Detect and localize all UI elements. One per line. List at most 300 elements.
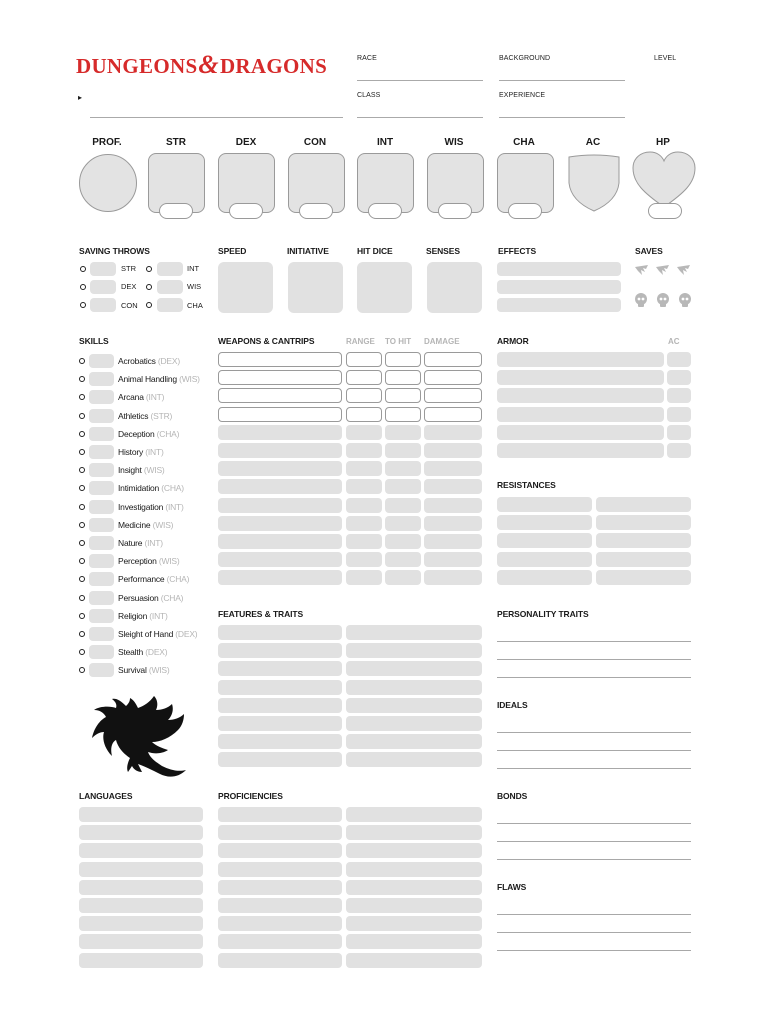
resistance-field[interactable] — [596, 570, 691, 585]
skill-modifier-field[interactable] — [89, 554, 114, 568]
skill-name: Deception — [118, 429, 155, 439]
experience-field[interactable] — [499, 117, 625, 118]
skill-modifier-field[interactable] — [89, 390, 114, 404]
weapon-name-field[interactable] — [218, 552, 342, 567]
skill-attribute: (WIS) — [152, 520, 174, 530]
feature-field[interactable] — [346, 661, 482, 676]
weapon-range-field[interactable] — [346, 479, 382, 494]
skill-label — [118, 538, 163, 548]
hit-dice-label: HIT DICE — [357, 246, 393, 256]
weapon-range-field[interactable] — [346, 443, 382, 458]
proficiency-field[interactable] — [346, 934, 482, 949]
save-str-label: STR — [121, 264, 136, 273]
skills-title: SKILLS — [79, 336, 109, 346]
death-save-success-icons[interactable] — [634, 264, 696, 278]
dex-label: DEX — [235, 137, 257, 148]
language-field[interactable] — [79, 934, 203, 949]
proficiencies-title: PROFICIENCIES — [218, 791, 283, 801]
feature-field[interactable] — [218, 734, 342, 749]
skill-modifier-field[interactable] — [89, 500, 114, 514]
save-con-checkbox[interactable] — [80, 302, 86, 308]
skill-label — [118, 574, 189, 584]
weapon-name-field[interactable] — [218, 352, 342, 367]
weapon-range-field[interactable] — [346, 516, 382, 531]
skill-label — [118, 374, 200, 384]
death-save-failure-icons[interactable] — [634, 292, 696, 308]
skill-name: Survival — [118, 665, 147, 675]
initiative-box[interactable] — [288, 262, 343, 313]
proficiency-field[interactable] — [346, 862, 482, 877]
weapon-name-field[interactable] — [218, 534, 342, 549]
skill-label — [118, 556, 180, 566]
skill-proficiency-checkbox[interactable] — [79, 413, 85, 419]
class-field[interactable] — [357, 117, 483, 118]
ideals-title: IDEALS — [497, 700, 528, 710]
weapon-name-field[interactable] — [218, 407, 342, 422]
skill-label — [118, 611, 168, 621]
weapon-tohit-field[interactable] — [385, 516, 421, 531]
skill-proficiency-checkbox[interactable] — [79, 649, 85, 655]
armor-ac-field[interactable] — [667, 425, 691, 440]
cha-label: CHA — [513, 137, 535, 148]
feature-field[interactable] — [218, 716, 342, 731]
weapon-tohit-field[interactable] — [385, 570, 421, 585]
proficiency-field[interactable] — [346, 825, 482, 840]
language-field[interactable] — [79, 843, 203, 858]
feature-field[interactable] — [346, 625, 482, 640]
proficiency-field[interactable] — [218, 953, 342, 968]
weapons-damage-label: DAMAGE — [424, 337, 460, 346]
save-int-label: INT — [187, 264, 200, 273]
skill-label — [118, 392, 164, 402]
armor-title: ARMOR — [497, 336, 529, 346]
feature-field[interactable] — [346, 752, 482, 767]
proficiency-field[interactable] — [218, 862, 342, 877]
weapon-tohit-field[interactable] — [385, 370, 421, 385]
save-con-field[interactable] — [90, 298, 116, 312]
weapon-range-field[interactable] — [346, 352, 382, 367]
weapon-damage-field[interactable] — [424, 516, 482, 531]
skill-attribute: (DEX) — [175, 629, 198, 639]
proficiency-field[interactable] — [346, 898, 482, 913]
skill-modifier-field[interactable] — [89, 536, 114, 550]
effects-field-3[interactable] — [497, 298, 621, 312]
senses-box[interactable] — [427, 262, 482, 313]
saving-throws-title: SAVING THROWS — [79, 246, 150, 256]
skill-modifier-field[interactable] — [89, 481, 114, 495]
wis-modifier[interactable] — [438, 203, 472, 219]
personality-title: PERSONALITY TRAITS — [497, 609, 589, 619]
skill-name: Stealth — [118, 647, 144, 657]
level-label: LEVEL — [654, 55, 677, 62]
wing-icon — [635, 265, 648, 275]
skill-modifier-field[interactable] — [89, 445, 114, 459]
skill-attribute: (INT) — [144, 538, 163, 548]
save-cha-label: CHA — [187, 301, 203, 310]
language-field[interactable] — [79, 807, 203, 822]
proficiency-field[interactable] — [218, 898, 342, 913]
skill-proficiency-checkbox[interactable] — [79, 376, 85, 382]
weapons-range-label: RANGE — [346, 337, 375, 346]
skill-name: Nature — [118, 538, 143, 548]
feature-field[interactable] — [346, 716, 482, 731]
proficiency-field[interactable] — [218, 880, 342, 895]
armor-ac-field[interactable] — [667, 443, 691, 458]
skill-proficiency-checkbox[interactable] — [79, 358, 85, 364]
armor-ac-field[interactable] — [667, 370, 691, 385]
skill-modifier-field[interactable] — [89, 409, 114, 423]
feature-field[interactable] — [346, 643, 482, 658]
dex-modifier[interactable] — [229, 203, 263, 219]
skill-label — [118, 593, 183, 603]
trait-line-field[interactable] — [497, 859, 691, 860]
weapon-damage-field[interactable] — [424, 388, 482, 403]
proficiency-field[interactable] — [346, 807, 482, 822]
weapon-damage-field[interactable] — [424, 425, 482, 440]
skill-name: Investigation — [118, 502, 164, 512]
skill-attribute: (DEX) — [145, 647, 168, 657]
skill-modifier-field[interactable] — [89, 427, 114, 441]
weapon-damage-field[interactable] — [424, 552, 482, 567]
feature-field[interactable] — [218, 752, 342, 767]
proficiency-field[interactable] — [346, 880, 482, 895]
skill-proficiency-checkbox[interactable] — [79, 540, 85, 546]
resistance-field[interactable] — [596, 533, 691, 548]
skill-proficiency-checkbox[interactable] — [79, 576, 85, 582]
hp-temp[interactable] — [648, 203, 682, 219]
weapon-damage-field[interactable] — [424, 479, 482, 494]
trait-line-field[interactable] — [497, 932, 691, 933]
skill-attribute: (STR) — [150, 411, 173, 421]
resistance-field[interactable] — [497, 552, 592, 567]
hp-heart-icon[interactable] — [632, 151, 696, 209]
language-field[interactable] — [79, 953, 203, 968]
weapon-name-field[interactable] — [218, 425, 342, 440]
save-int-checkbox[interactable] — [146, 266, 152, 272]
skill-modifier-field[interactable] — [89, 591, 114, 605]
skill-proficiency-checkbox[interactable] — [79, 613, 85, 619]
armor-field[interactable] — [497, 425, 664, 440]
armor-field[interactable] — [497, 443, 664, 458]
feature-field[interactable] — [218, 643, 342, 658]
str-modifier[interactable] — [159, 203, 193, 219]
save-wis-checkbox[interactable] — [146, 284, 152, 290]
skill-proficiency-checkbox[interactable] — [79, 394, 85, 400]
skill-attribute: (DEX) — [157, 356, 180, 366]
flaws-title: FLAWS — [497, 882, 527, 892]
skill-attribute: (CHA) — [160, 593, 184, 603]
hit-dice-box[interactable] — [357, 262, 412, 313]
skill-label — [118, 647, 167, 657]
effects-label: EFFECTS — [498, 246, 537, 256]
languages-title: LANGUAGES — [79, 791, 133, 801]
skill-attribute: (INT) — [145, 392, 165, 402]
skill-name: Insight — [118, 465, 142, 475]
weapon-range-field[interactable] — [346, 370, 382, 385]
weapon-damage-field[interactable] — [424, 534, 482, 549]
skill-attribute: (CHA) — [161, 483, 184, 493]
weapon-range-field[interactable] — [346, 407, 382, 422]
effects-field-1[interactable] — [497, 262, 621, 276]
feature-field[interactable] — [218, 661, 342, 676]
skill-proficiency-checkbox[interactable] — [79, 485, 85, 491]
language-field[interactable] — [79, 916, 203, 931]
language-field[interactable] — [79, 880, 203, 895]
cha-modifier[interactable] — [508, 203, 542, 219]
save-str-checkbox[interactable] — [80, 266, 86, 272]
skill-proficiency-checkbox[interactable] — [79, 631, 85, 637]
wing-icon — [656, 265, 669, 275]
trait-line-field[interactable] — [497, 841, 691, 842]
feature-field[interactable] — [218, 698, 342, 713]
skill-label — [118, 447, 164, 457]
weapon-range-field[interactable] — [346, 570, 382, 585]
weapon-tohit-field[interactable] — [385, 388, 421, 403]
ac-shield-icon[interactable] — [567, 153, 621, 213]
con-label: CON — [303, 137, 327, 148]
skill-name: Persuasion — [118, 593, 159, 603]
skill-label — [118, 483, 184, 493]
skill-label — [118, 629, 197, 639]
feature-field[interactable] — [218, 680, 342, 695]
weapon-name-field[interactable] — [218, 443, 342, 458]
skill-name: Perception — [118, 556, 157, 566]
trait-line-field[interactable] — [497, 750, 691, 751]
armor-ac-field[interactable] — [667, 407, 691, 422]
skill-attribute: (WIS) — [158, 556, 180, 566]
skill-name: Religion — [118, 611, 148, 621]
save-cha-field[interactable] — [157, 298, 183, 312]
trait-line-field[interactable] — [497, 914, 691, 915]
skill-proficiency-checkbox[interactable] — [79, 431, 85, 437]
skill-attribute: (WIS) — [143, 465, 165, 475]
skill-modifier-field[interactable] — [89, 609, 114, 623]
skull-icon — [635, 293, 647, 307]
dragon-silhouette-icon — [86, 692, 190, 782]
skill-name: Intimidation — [118, 483, 160, 493]
feature-field[interactable] — [218, 625, 342, 640]
bonds-title: BONDS — [497, 791, 528, 801]
skill-modifier-field[interactable] — [89, 372, 114, 386]
weapon-name-field[interactable] — [218, 461, 342, 476]
armor-field[interactable] — [497, 352, 664, 367]
skill-modifier-field[interactable] — [89, 463, 114, 477]
background-field[interactable] — [499, 80, 625, 81]
proficiency-field[interactable] — [218, 807, 342, 822]
weapons-tohit-label: TO HIT — [385, 337, 412, 346]
hp-label: HP — [656, 137, 670, 148]
skill-attribute: (WIS) — [148, 665, 170, 675]
resistances-title: RESISTANCES — [497, 480, 556, 490]
weapon-range-field[interactable] — [346, 461, 382, 476]
weapon-name-field[interactable] — [218, 570, 342, 585]
wis-label: WIS — [444, 137, 464, 148]
proficiency-field[interactable] — [346, 916, 482, 931]
save-con-label: CON — [121, 301, 138, 310]
weapon-tohit-field[interactable] — [385, 498, 421, 513]
weapon-name-field[interactable] — [218, 370, 342, 385]
race-field[interactable] — [357, 80, 483, 81]
save-cha-checkbox[interactable] — [146, 302, 152, 308]
feature-field[interactable] — [346, 698, 482, 713]
wing-icon — [677, 265, 690, 275]
weapon-damage-field[interactable] — [424, 407, 482, 422]
weapon-damage-field[interactable] — [424, 352, 482, 367]
weapon-tohit-field[interactable] — [385, 461, 421, 476]
resistance-field[interactable] — [497, 497, 592, 512]
con-modifier[interactable] — [299, 203, 333, 219]
int-modifier[interactable] — [368, 203, 402, 219]
proficiency-field[interactable] — [218, 934, 342, 949]
skill-modifier-field[interactable] — [89, 645, 114, 659]
armor-field[interactable] — [497, 388, 664, 403]
skill-modifier-field[interactable] — [89, 572, 114, 586]
weapon-name-field[interactable] — [218, 388, 342, 403]
feature-field[interactable] — [346, 680, 482, 695]
background-label: BACKGROUND — [499, 55, 551, 62]
resistance-field[interactable] — [596, 515, 691, 530]
language-field[interactable] — [79, 825, 203, 840]
resistance-field[interactable] — [497, 515, 592, 530]
feature-field[interactable] — [346, 734, 482, 749]
weapon-name-field[interactable] — [218, 498, 342, 513]
proficiency-field[interactable] — [218, 916, 342, 931]
logo-dragons: DRAGONS — [219, 54, 328, 78]
logo-ampersand: & — [198, 50, 219, 79]
skill-attribute: (WIS) — [179, 374, 200, 384]
weapon-tohit-field[interactable] — [385, 425, 421, 440]
weapon-range-field[interactable] — [346, 534, 382, 549]
weapons-title: WEAPONS & CANTRIPS — [218, 336, 315, 346]
weapon-range-field[interactable] — [346, 498, 382, 513]
save-dex-checkbox[interactable] — [80, 284, 86, 290]
skill-name: Arcana — [118, 392, 144, 402]
weapon-tohit-field[interactable] — [385, 407, 421, 422]
trait-line-field[interactable] — [497, 659, 691, 660]
prof-label: PROF. — [92, 137, 122, 148]
skill-attribute: (INT) — [149, 611, 168, 621]
skill-name: Animal Handling — [118, 374, 177, 384]
armor-field[interactable] — [497, 407, 664, 422]
race-label: RACE — [357, 55, 377, 62]
skill-name: Sleight of Hand — [118, 629, 174, 639]
weapon-tohit-field[interactable] — [385, 479, 421, 494]
skill-proficiency-checkbox[interactable] — [79, 522, 85, 528]
skill-modifier-field[interactable] — [89, 518, 114, 532]
skill-proficiency-checkbox[interactable] — [79, 504, 85, 510]
proficiency-field[interactable] — [346, 953, 482, 968]
skill-label — [118, 465, 165, 475]
skill-modifier-field[interactable] — [89, 663, 114, 677]
skill-name: History — [118, 447, 144, 457]
skill-proficiency-checkbox[interactable] — [79, 667, 85, 673]
features-title: FEATURES & TRAITS — [218, 609, 304, 619]
trait-line-field[interactable] — [497, 732, 691, 733]
weapon-damage-field[interactable] — [424, 498, 482, 513]
save-str-field[interactable] — [90, 262, 116, 276]
weapon-name-field[interactable] — [218, 479, 342, 494]
skill-modifier-field[interactable] — [89, 354, 114, 368]
skill-proficiency-checkbox[interactable] — [79, 449, 85, 455]
weapon-name-field[interactable] — [218, 516, 342, 531]
weapon-tohit-field[interactable] — [385, 352, 421, 367]
senses-label: SENSES — [426, 246, 460, 256]
skill-label — [118, 411, 172, 421]
weapon-tohit-field[interactable] — [385, 443, 421, 458]
effects-field-2[interactable] — [497, 280, 621, 294]
skill-name: Athletics — [118, 411, 149, 421]
trait-line-field[interactable] — [497, 950, 691, 951]
trait-line-field[interactable] — [497, 823, 691, 824]
save-int-field[interactable] — [157, 262, 183, 276]
speed-box[interactable] — [218, 262, 273, 313]
weapon-damage-field[interactable] — [424, 370, 482, 385]
trait-line-field[interactable] — [497, 768, 691, 769]
armor-ac-field[interactable] — [667, 388, 691, 403]
skill-attribute: (CHA) — [166, 574, 190, 584]
language-field[interactable] — [79, 898, 203, 913]
dnd-logo — [76, 50, 327, 80]
weapon-tohit-field[interactable] — [385, 552, 421, 567]
armor-ac-field[interactable] — [667, 352, 691, 367]
ac-label: AC — [585, 137, 601, 148]
proficiency-field[interactable] — [346, 843, 482, 858]
proficiency-field[interactable] — [218, 843, 342, 858]
resistance-field[interactable] — [497, 570, 592, 585]
weapon-damage-field[interactable] — [424, 570, 482, 585]
class-label: CLASS — [357, 92, 381, 99]
trait-line-field[interactable] — [497, 641, 691, 642]
skill-label — [118, 520, 173, 530]
str-label: STR — [166, 137, 186, 148]
resistance-field[interactable] — [497, 533, 592, 548]
save-dex-field[interactable] — [90, 280, 116, 294]
logo-dungeons: DUNGEONS — [76, 54, 198, 78]
weapon-range-field[interactable] — [346, 388, 382, 403]
skull-icon — [679, 293, 691, 307]
language-field[interactable] — [79, 862, 203, 877]
weapon-tohit-field[interactable] — [385, 534, 421, 549]
skill-attribute: (INT) — [165, 502, 184, 512]
proficiency-circle[interactable] — [79, 154, 137, 212]
skill-proficiency-checkbox[interactable] — [79, 595, 85, 601]
weapon-damage-field[interactable] — [424, 461, 482, 476]
skill-modifier-field[interactable] — [89, 627, 114, 641]
skill-label — [118, 429, 179, 439]
weapon-range-field[interactable] — [346, 552, 382, 567]
armor-field[interactable] — [497, 370, 664, 385]
skill-name: Performance — [118, 574, 165, 584]
initiative-label: INITIATIVE — [287, 246, 329, 256]
character-name-field[interactable] — [90, 117, 343, 118]
save-wis-field[interactable] — [157, 280, 183, 294]
resistance-field[interactable] — [596, 552, 691, 567]
skull-icon — [657, 293, 669, 307]
skill-proficiency-checkbox[interactable] — [79, 558, 85, 564]
resistance-field[interactable] — [596, 497, 691, 512]
weapon-damage-field[interactable] — [424, 443, 482, 458]
saves-label: SAVES — [635, 246, 663, 256]
experience-label: EXPERIENCE — [499, 92, 546, 99]
proficiency-field[interactable] — [218, 825, 342, 840]
skill-name: Acrobatics — [118, 356, 156, 366]
trait-line-field[interactable] — [497, 677, 691, 678]
skill-label — [118, 502, 184, 512]
weapon-range-field[interactable] — [346, 425, 382, 440]
speed-label: SPEED — [218, 246, 247, 256]
skill-proficiency-checkbox[interactable] — [79, 467, 85, 473]
armor-ac-label: AC — [668, 337, 680, 346]
